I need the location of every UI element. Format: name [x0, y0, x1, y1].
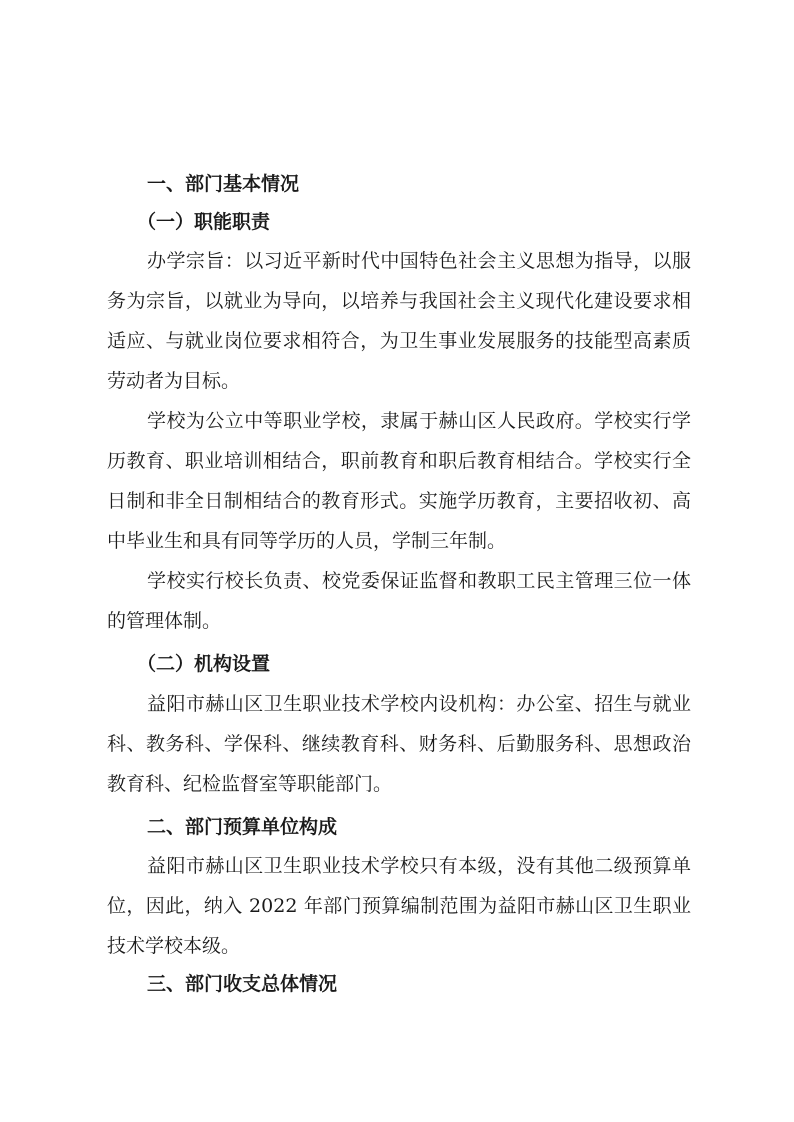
- paragraph-internal-departments: 益阳市赫山区卫生职业技术学校内设机构：办公室、招生与就业科、教务科、学保科、继续教育科、财务科、后勤服务科、思想政治教育科、纪检监督室等职能部门。: [107, 693, 691, 795]
- paragraph-school-nature: 学校为公立中等职业学校，隶属于赫山区人民政府。学校实行学历教育、职业培训相结合，职前教育和职后教育相结合。学校实行全日制和非全日制相结合的教育形式。实施学历教育，主要招收初、高中毕业生和具有同等学历的人员，学制三年制。: [107, 410, 691, 552]
- section-2-heading: 二、部门预算单位构成: [147, 816, 338, 838]
- paragraph-budget-units: 益阳市赫山区卫生职业技术学校只有本级，没有其他二级预算单位，因此，纳入 2022 年部门预算编制范围为益阳市赫山区卫生职业技术学校本级。: [107, 855, 691, 957]
- section-1-1-heading: （一）职能职责: [137, 211, 271, 233]
- section-1-heading: 一、部门基本情况: [147, 173, 300, 195]
- section-1-2-heading: （二）机构设置: [137, 653, 271, 675]
- section-3-heading: 三、部门收支总体情况: [147, 973, 338, 995]
- paragraph-school-purpose: 办学宗旨：以习近平新时代中国特色社会主义思想为指导，以服务为宗旨，以就业为导向，以培养与我国社会主义现代化建设要求相适应、与就业岗位要求相符合，为卫生事业发展服务的技能型高素质劳动者为目标。: [107, 250, 691, 392]
- paragraph-management-system: 学校实行校长负责、校党委保证监督和教职工民主管理三位一体的管理体制。: [107, 570, 691, 632]
